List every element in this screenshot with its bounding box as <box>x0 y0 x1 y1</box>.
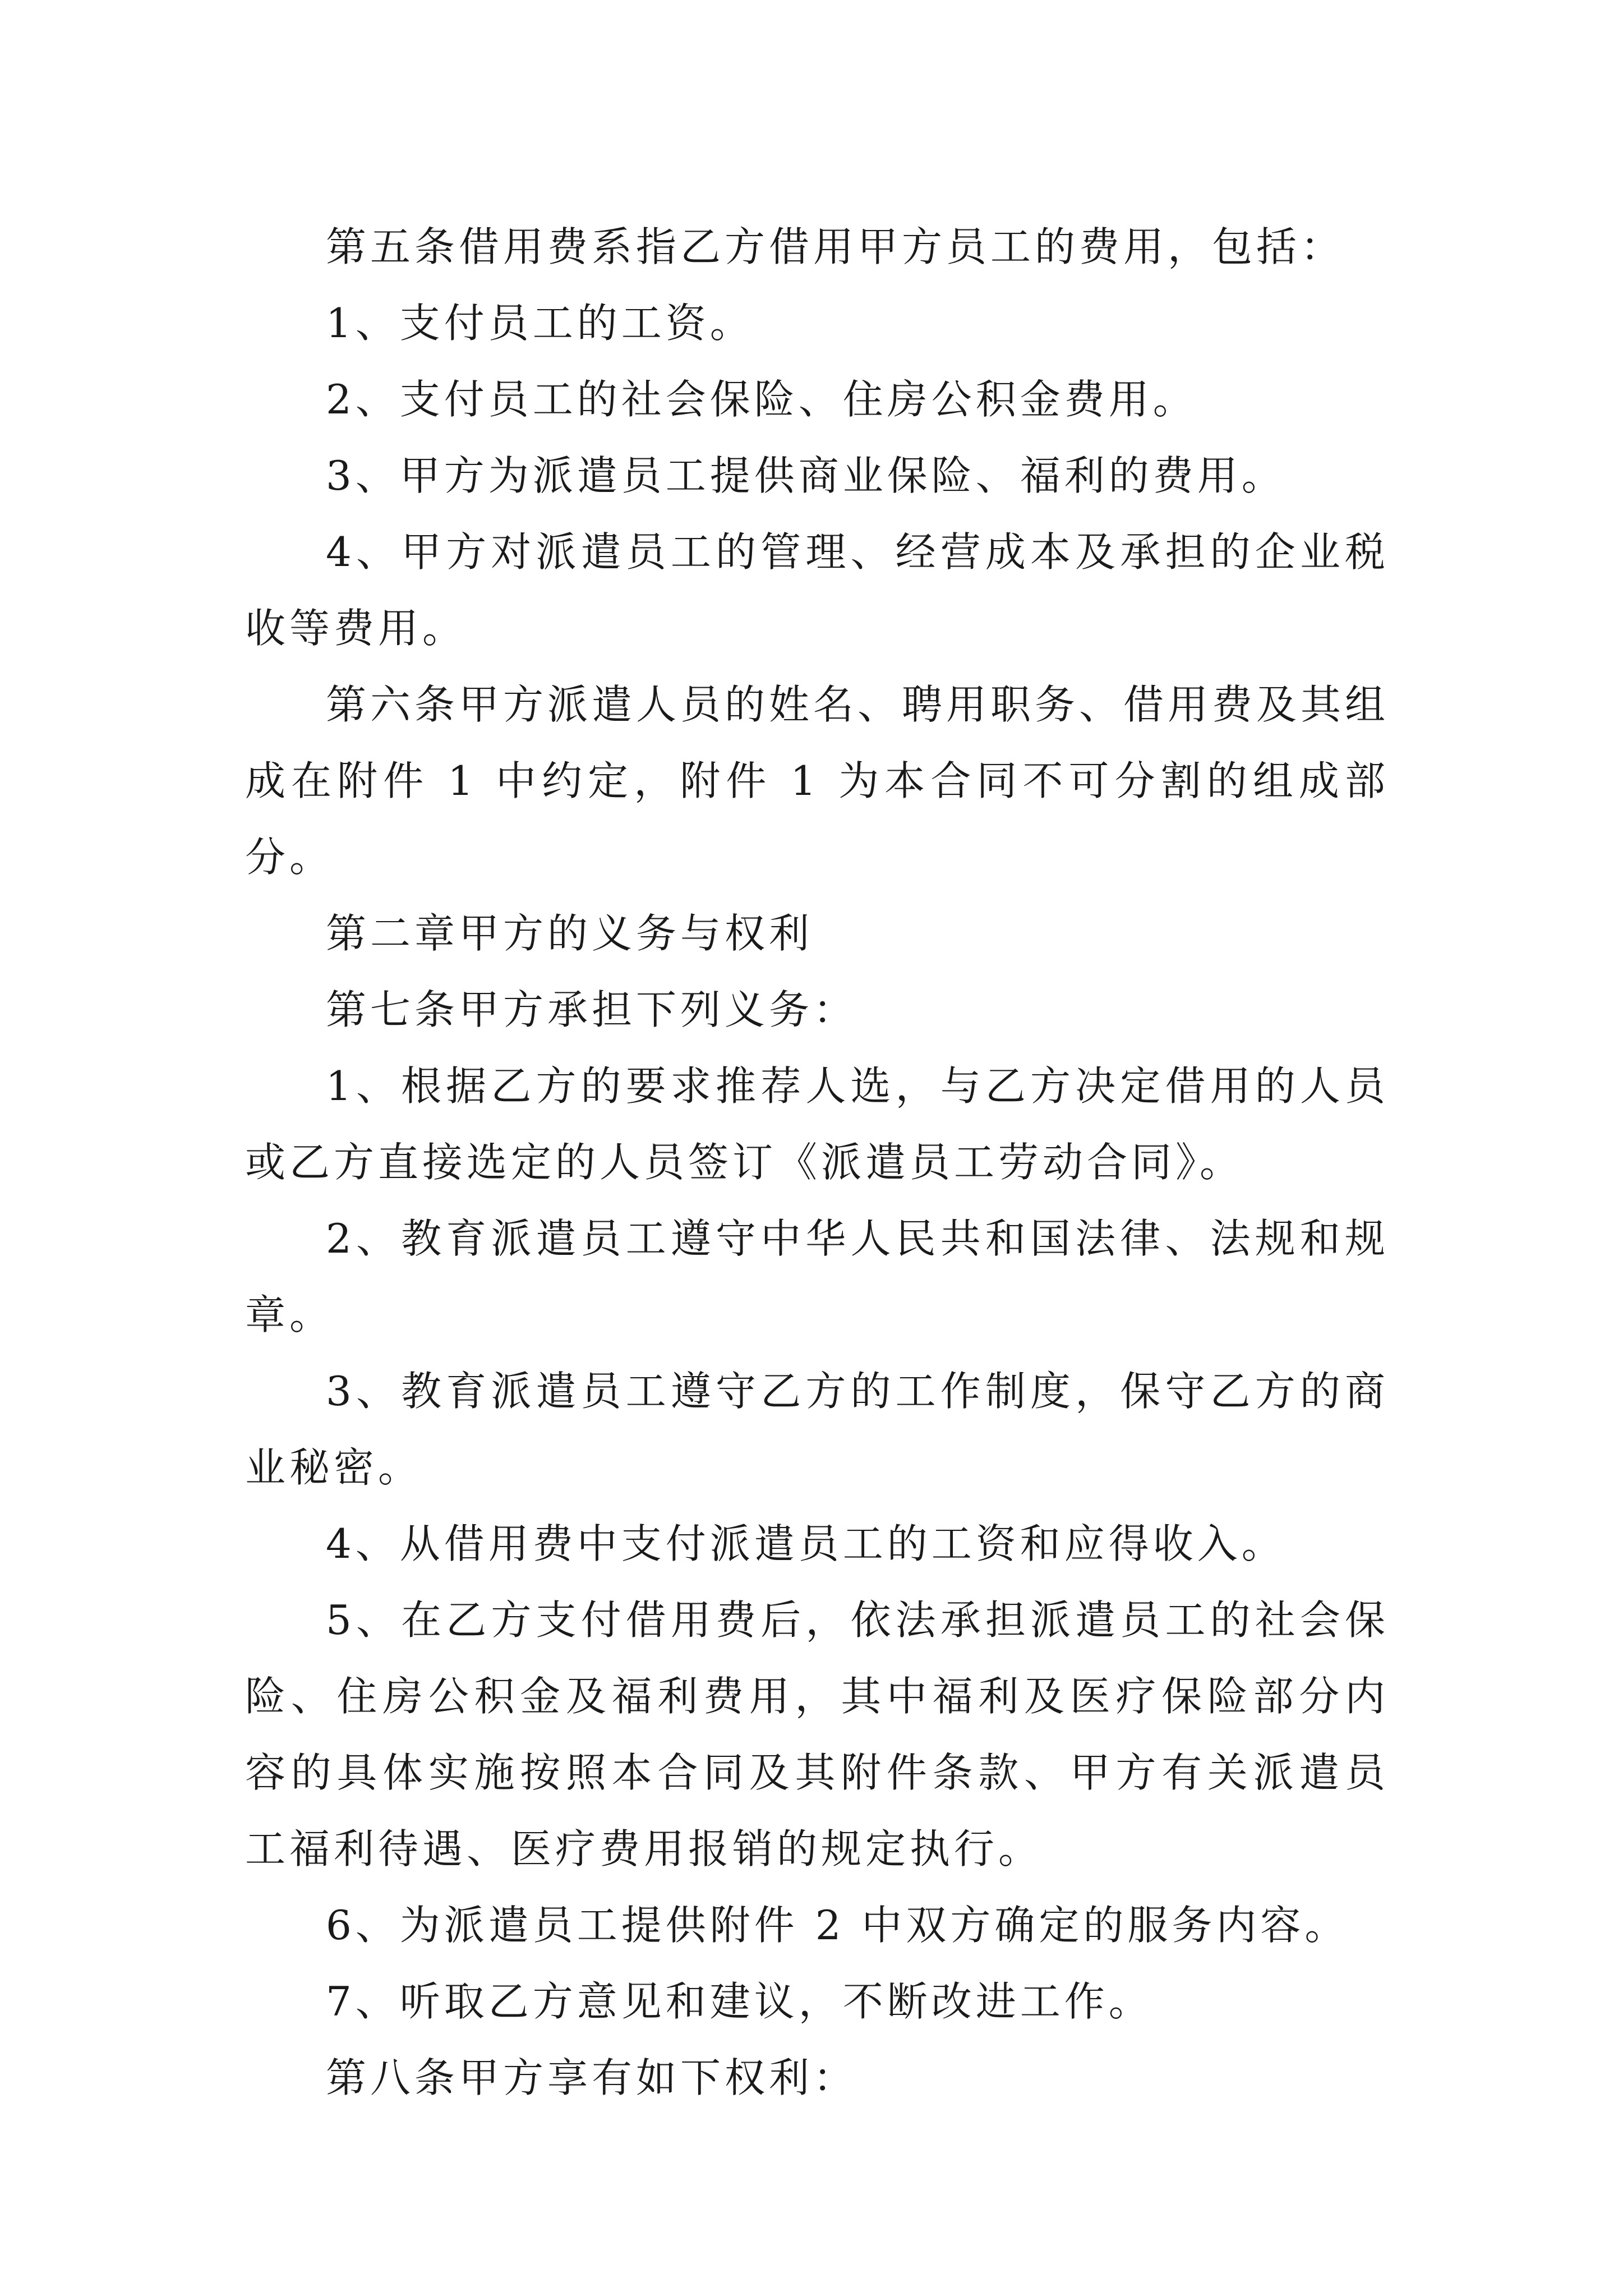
document-body <box>245 209 1389 2116</box>
paragraph-item-1: 1、支付员工的工资。 <box>326 300 754 347</box>
paragraph-duty-7: 7、听取乙方意见和建议，不断改进工作。 <box>326 1978 1153 2025</box>
paragraph-duty-4: 4、从借用费中支付派遣员工的工资和应得收入。 <box>326 1520 1286 1567</box>
paragraph-article-8: 第八条甲方享有如下权利： <box>326 2054 858 2101</box>
paragraph-duty-5: 5、在乙方支付借用费后，依法承担派遣员工的社会保险、住房公积金及福利费用，其中福利及医疗保险部分内容的具体实施按照本合同及其附件条款、甲方有关派遣员工福利待遇、医疗费用报销的规定执行。 <box>245 1596 1389 1872</box>
paragraph-duty-1: 1、根据乙方的要求推荐人选，与乙方决定借用的人员或乙方直接选定的人员签订《派遣员工劳动合同》。 <box>245 1062 1389 1186</box>
paragraph-duty-6: 6、为派遣员工提供附件 2 中双方确定的服务内容。 <box>326 1902 1349 1949</box>
paragraph-article-6: 第六条甲方派遣人员的姓名、聘用职务、借用费及其组成在附件 1 中约定，附件 1 为本合同不可分割的组成部分。 <box>245 681 1390 881</box>
paragraph-article-7: 第七条甲方承担下列义务： <box>326 986 858 1033</box>
paragraph-duty-3: 3、教育派遣员工遵守乙方的工作制度，保守乙方的商业秘密。 <box>245 1368 1389 1491</box>
paragraph-item-2: 2、支付员工的社会保险、住房公积金费用。 <box>326 376 1197 423</box>
paragraph-item-3: 3、甲方为派遣员工提供商业保险、福利的费用。 <box>326 452 1286 499</box>
paragraph-item-4: 4、甲方对派遣员工的管理、经营成本及承担的企业税收等费用。 <box>245 528 1389 652</box>
chapter-heading: 第二章甲方的义务与权利 <box>326 910 814 957</box>
paragraph-article-5: 第五条借用费系指乙方借用甲方员工的费用，包括： <box>326 223 1345 270</box>
paragraph-duty-2: 2、教育派遣员工遵守中华人民共和国法律、法规和规章。 <box>245 1215 1389 1338</box>
